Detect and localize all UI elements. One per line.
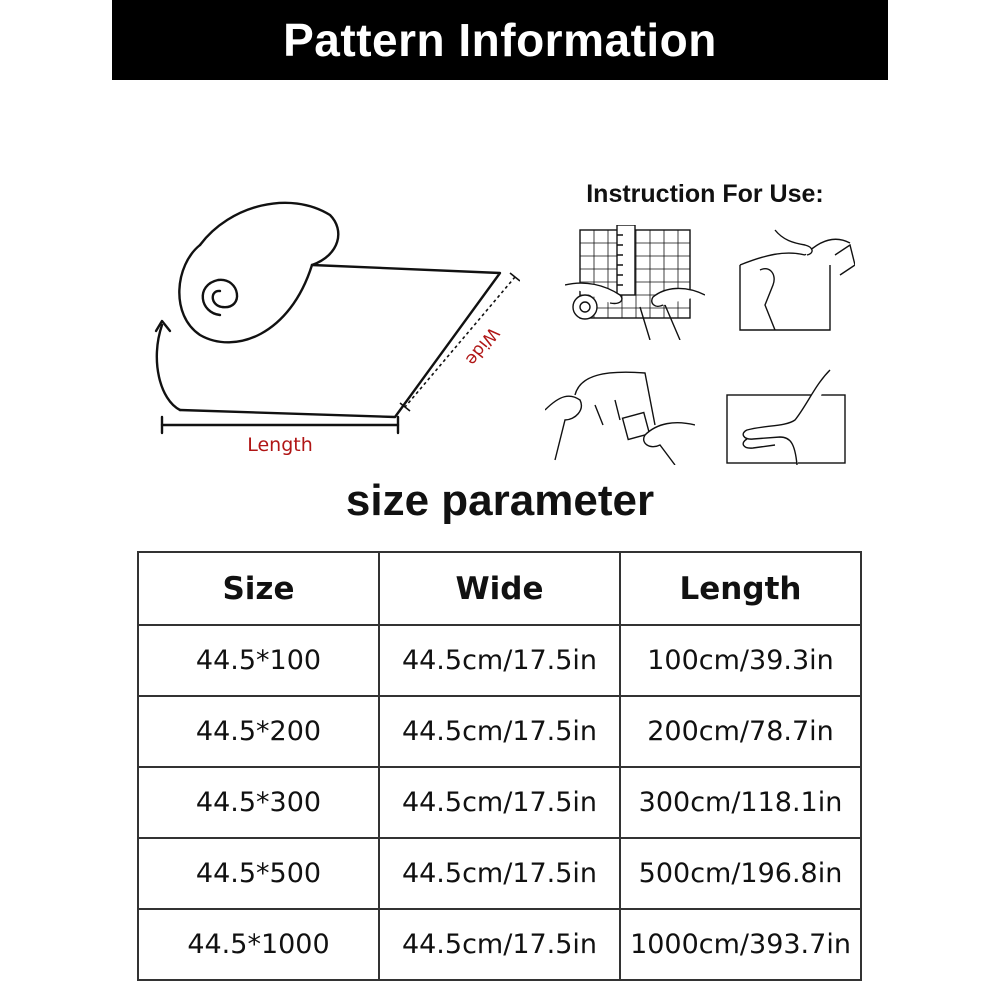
instructions-title: Instruction For Use: xyxy=(586,180,824,208)
cell-length: 200cm/78.7in xyxy=(620,696,861,767)
measure-and-cut-icon xyxy=(565,225,705,340)
header-wide: Wide xyxy=(379,552,620,625)
wide-label: Wide xyxy=(461,323,503,369)
smooth-surface-icon xyxy=(725,365,850,465)
table-header-row xyxy=(138,552,861,625)
cell-size: 44.5*1000 xyxy=(138,909,379,980)
roll-diagram xyxy=(140,185,520,465)
cell-size: 44.5*200 xyxy=(138,696,379,767)
page-title: Pattern Information xyxy=(283,14,717,66)
cell-wide: 44.5cm/17.5in xyxy=(379,838,620,909)
cell-wide: 44.5cm/17.5in xyxy=(379,767,620,838)
cell-size: 44.5*500 xyxy=(138,838,379,909)
cell-wide: 44.5cm/17.5in xyxy=(379,696,620,767)
header-size: Size xyxy=(138,552,379,625)
header-length: Length xyxy=(620,552,861,625)
size-table xyxy=(137,551,862,981)
cell-size: 44.5*100 xyxy=(138,625,379,696)
table-row xyxy=(138,838,861,909)
title-banner xyxy=(112,0,888,80)
cell-length: 300cm/118.1in xyxy=(620,767,861,838)
table-row xyxy=(138,909,861,980)
length-label: Length xyxy=(247,434,313,456)
cell-size: 44.5*300 xyxy=(138,767,379,838)
size-parameter-title: size parameter xyxy=(345,476,655,525)
peel-backing-icon xyxy=(735,225,855,335)
table-row xyxy=(138,767,861,838)
apply-film-icon xyxy=(545,365,695,465)
table-row xyxy=(138,696,861,767)
cell-wide: 44.5cm/17.5in xyxy=(379,625,620,696)
cell-length: 1000cm/393.7in xyxy=(620,909,861,980)
cell-length: 100cm/39.3in xyxy=(620,625,861,696)
cell-length: 500cm/196.8in xyxy=(620,838,861,909)
table-row xyxy=(138,625,861,696)
cell-wide: 44.5cm/17.5in xyxy=(379,909,620,980)
